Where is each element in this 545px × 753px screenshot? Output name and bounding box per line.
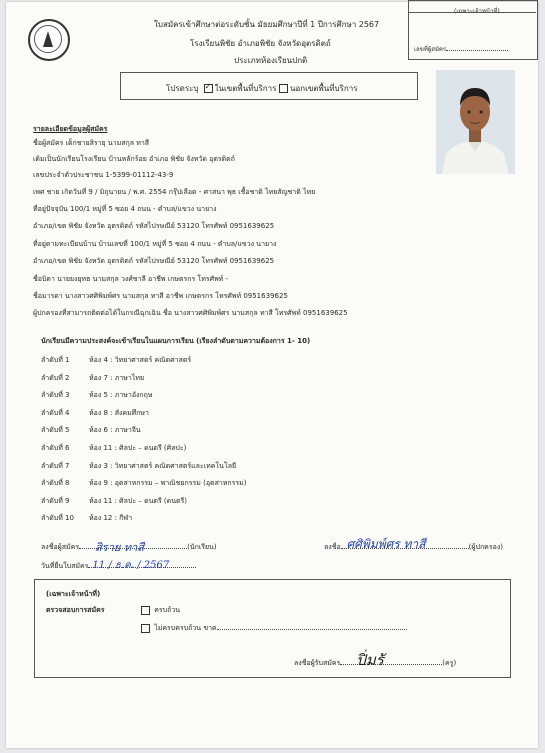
preference-room: ห้อง 9 : อุตสาหกรรม – พาณิชยกรรม (อุตสาหกรรม): [89, 479, 247, 488]
preference-room: ห้อง 6 : ภาษาจีน: [89, 426, 141, 435]
section-preferences-title: นักเรียนมีความประสงค์จะเข้าเรียนในแผนการเรียน (เรียงลำดับตามความต้องการ 1- 10): [41, 337, 311, 345]
office-use-label: (เฉพาะเจ้าหน้าที่): [454, 8, 500, 15]
preference-room: ห้อง 7 : ภาษาไทย: [89, 373, 145, 382]
receiver-label: ลงชื่อผู้รับสมัคร: [294, 659, 341, 667]
guardian-signature-line: [324, 537, 503, 553]
preference-rank: ลำดับที่ 6: [41, 444, 70, 452]
student-signature-label: ลงชื่อผู้สมัคร: [41, 543, 80, 551]
student-role: (นักเรียน): [187, 543, 217, 551]
school-name: โรงเรียนพิชัย อำเภอพิชัย จังหวัดอุตรดิตถ์: [190, 39, 331, 48]
submit-date-label: วันที่ยื่นใบสมัคร: [41, 562, 89, 570]
receiver-role: (ครู): [442, 659, 457, 667]
preference-rank: ลำดับที่ 7: [41, 461, 70, 470]
complete-checkbox[interactable]: [141, 606, 150, 615]
preference-row: [41, 408, 149, 419]
preference-row: [41, 390, 153, 401]
guardian-signature-label: ลงชื่อ: [324, 543, 341, 551]
preference-room: ห้อง 12 : กีฬา: [89, 514, 133, 523]
guardian-role: (ผู้ปกครอง): [468, 543, 503, 551]
staff-label: (เฉพาะเจ้าหน้าที่): [46, 590, 101, 598]
preference-row: [41, 496, 187, 507]
preference-room: ห้อง 5 : ภาษาอังกฤษ: [89, 391, 153, 400]
incomplete-option: [141, 623, 407, 634]
applicant-name: ชื่อผู้สมัคร เด็กชายสิรายุ นามสกุล ทาสี: [33, 139, 150, 147]
incomplete-checkbox[interactable]: [141, 624, 150, 633]
area-in-label: ในเขตพื้นที่บริการ: [214, 84, 277, 93]
preference-room: ห้อง 11 : ศิลปะ – ดนตรี (ศิลปะ): [89, 444, 187, 452]
registered-address-2: อำเภอ/เขต พิชัย จังหวัด อุตรดิตถ์ รหัสไปรษณีย์ 53120 โทรศัพท์ 0951639625: [33, 257, 275, 265]
preference-rank: ลำดับที่ 8: [41, 479, 70, 488]
applicant-number-label: เลขที่ผู้สมัคร: [414, 46, 447, 53]
preference-rank: ลำดับที่ 9: [41, 496, 70, 505]
area-in-checkbox[interactable]: [204, 84, 213, 93]
form-title: ใบสมัครเข้าศึกษาต่อระดับชั้น มัธยมศึกษาปีที่ 1 ปีการศึกษา 2567: [154, 20, 380, 29]
preference-room: ห้อง 3 : วิทยาศาสตร์ คณิตศาสตร์และเทคโนโลยี: [89, 461, 237, 470]
complete-label: ครบถ้วน: [154, 606, 181, 614]
preference-rank: ลำดับที่ 4: [41, 408, 70, 417]
guardian-signature: ศศิพิมพ์ศร ทาสี: [346, 537, 426, 551]
office-divider: [408, 12, 536, 13]
preference-row: [41, 355, 191, 366]
former-school: เดิมเป็นนักเรียนโรงเรียน บ้านหลักร้อย อำเภอ พิชัย จังหวัด อุตรดิตถ์: [33, 155, 235, 163]
applicant-number-field[interactable]: [414, 44, 508, 54]
student-portrait-icon: [436, 70, 515, 174]
area-selection: [166, 82, 358, 95]
preference-row: [41, 425, 141, 436]
preference-row: [41, 513, 132, 524]
applicant-photo: [436, 70, 515, 174]
school-logo-icon: [28, 19, 70, 61]
preference-row: [41, 373, 144, 384]
student-signature: สิราย ทาสี: [95, 541, 144, 554]
receiver-signature: ปิ่มรั: [356, 651, 384, 669]
preference-rank: ลำดับที่ 2: [41, 373, 70, 382]
submit-date: 11 / ธ.ค. / 2567: [92, 560, 170, 571]
preference-room: ห้อง 8 : สังคมศึกษา: [89, 408, 149, 417]
mother-info: ชื่อมารดา นางสาวศศิพิมพ์ศร นามสกุล ทาสี อาชีพ เกษตรกร โทรศัพท์ 0951639625: [33, 292, 288, 300]
preference-row: [41, 478, 247, 489]
personal-info: เพศ ชาย เกิดวันที่ 9 / มิถุนายน / พ.ศ. 2554 กรุ๊ปเลือด - ศาสนา พุธ เชื้อชาติ ไทยสัญชาติ ไทย: [33, 188, 316, 196]
submit-date-line: [41, 561, 196, 572]
preference-rank: ลำดับที่ 3: [41, 391, 70, 400]
preference-row: [41, 443, 186, 454]
registered-address-1: ที่อยู่ตามทะเบียนบ้าน บ้านเลขที่ 100/1 หมู่ที่ 5 ซอย 4 ถนน - ตำบล/แขวง นายาง: [33, 240, 277, 248]
check-label: ตรวจสอบการสมัคร: [46, 606, 105, 614]
guardian-info: ผู้ปกครองที่สามารถติดต่อได้ในกรณีฉุกเฉิน ชื่อ นางสาวศศิพิมพ์ศร นามสกุล ทาสี โทรศัพท์ 0951639625: [33, 309, 348, 317]
preference-rank: ลำดับที่ 1: [41, 356, 70, 364]
area-prompt: โปรดระบุ: [166, 84, 199, 93]
father-info: ชื่อบิดา นายยงยุทธ นามสกุล วงศ์ชาลี อาชีพ เกษตรกร โทรศัพท์ -: [33, 275, 229, 283]
preference-rank: ลำดับที่ 10: [41, 514, 74, 523]
citizen-id: เลขประจำตัวประชาชน 1-5399-01112-43-9: [33, 171, 174, 179]
area-out-label: นอกเขตพื้นที่บริการ: [289, 84, 358, 93]
student-signature-line: [41, 542, 217, 553]
area-out-checkbox[interactable]: [279, 84, 288, 93]
current-address-1: ที่อยู่ปัจจุบัน 100/1 หมู่ที่ 5 ซอย 4 ถนน - ตำบล/แขวง นายาง: [33, 205, 217, 213]
current-address-2: อำเภอ/เขต พิชัย จังหวัด อุตรดิตถ์ รหัสไปรษณีย์ 53120 โทรศัพท์ 0951639625: [33, 222, 275, 230]
receiver-signature-line: [294, 651, 457, 669]
complete-option: [141, 605, 180, 616]
preference-rank: ลำดับที่ 5: [41, 426, 70, 435]
preference-row: [41, 461, 236, 472]
application-sheet: [6, 2, 538, 748]
preference-room: ห้อง 11 : ศิลปะ – ดนตรี (ดนตรี): [89, 496, 188, 505]
section-applicant-title: รายละเอียดข้อมูลผู้สมัคร: [33, 125, 108, 133]
preference-room: ห้อง 4 : วิทยาศาสตร์ คณิตศาสตร์: [89, 356, 192, 364]
classroom-type: ประเภทห้องเรียนปกติ: [234, 56, 308, 65]
incomplete-label: ไม่ครบครบถ้วน ขาด: [154, 624, 217, 632]
